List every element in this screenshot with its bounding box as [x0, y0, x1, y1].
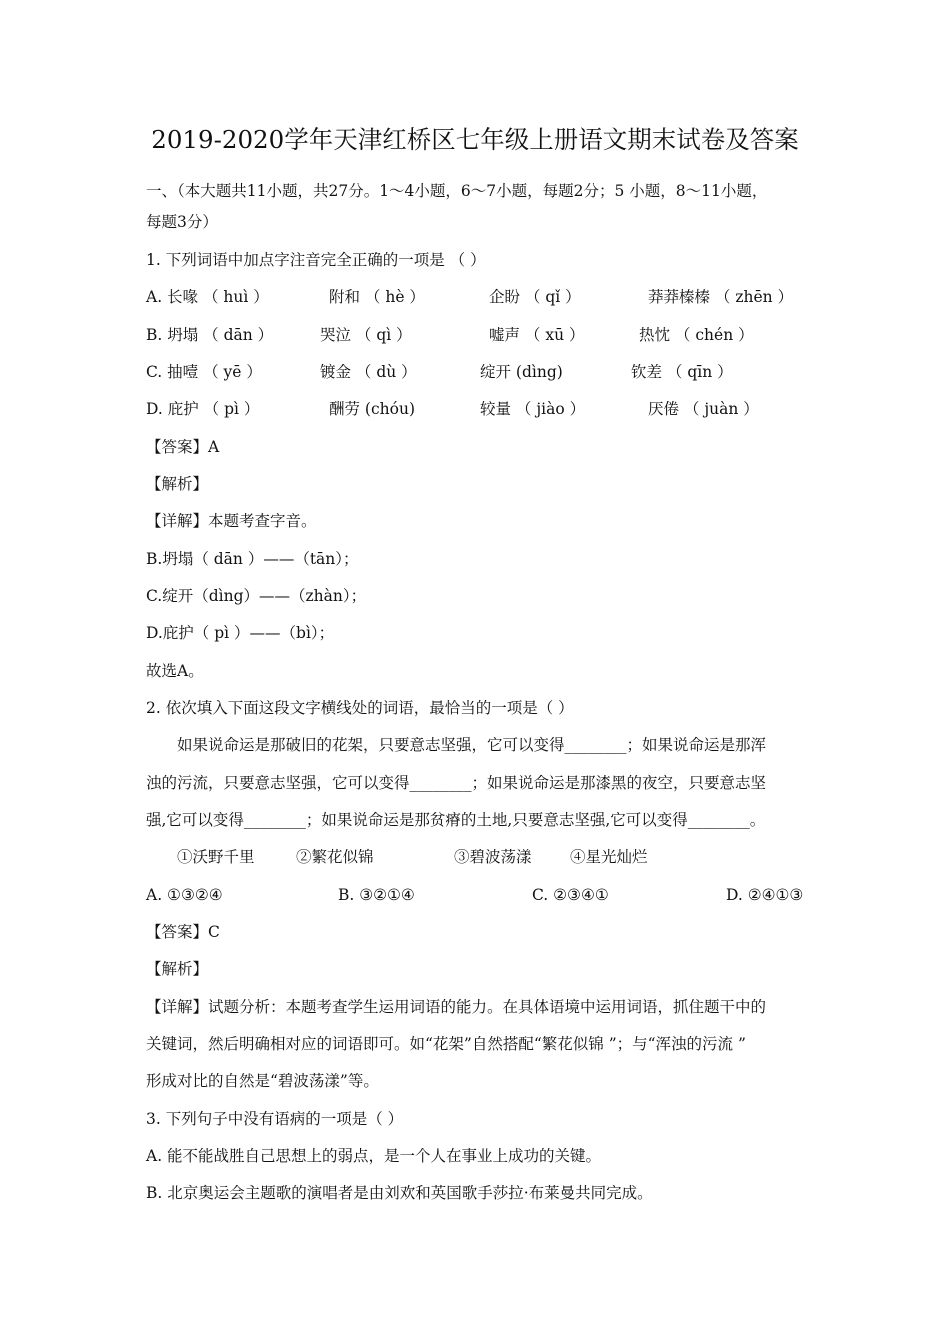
q2-detail-line-1: 【详解】试题分析：本题考查学生运用词语的能力。在具体语境中运用词语，抓住题干中的	[146, 998, 767, 1016]
q2-detail-line-2: 关键词，然后明确相对应的词语即可。如“花架”自然搭配“繁花似锦 ”；与“浑浊的污流 ”	[146, 1035, 746, 1053]
q3-stem: 3. 下列句子中没有语病的一项是（ ）	[146, 1110, 404, 1128]
q1-option-d-col3: 较量 （ jiào ）	[480, 400, 586, 418]
q1-option-d-col1: D. 庇护 （ pì ）	[146, 400, 260, 418]
q1-conclusion: 故选A。	[146, 662, 204, 680]
section-header-line-1: 一、（本大题共11小题，共27分。1～4小题，6～7小题，每题2分；5 小题，8～11小题，	[146, 182, 768, 200]
q2-passage-line-3: 强,它可以变得________；如果说命运是那贫瘠的土地,只要意志坚强,它可以变得________。	[146, 811, 766, 829]
q1-option-c-col2: 镀金 （ dù ）	[320, 363, 417, 381]
q2-detail-line-3: 形成对比的自然是“碧波荡漾”等。	[146, 1072, 379, 1090]
q1-option-b-col4: 热忱 （ chén ）	[639, 326, 754, 344]
q1-option-a-col2: 附和 （ hè ）	[329, 288, 425, 306]
q2-stem: 2. 依次填入下面这段文字横线处的词语，最恰当的一项是（ ）	[146, 699, 574, 717]
q3-option-b: B. 北京奥运会主题歌的演唱者是由刘欢和英国歌手莎拉·布莱曼共同完成。	[146, 1184, 653, 1202]
q2-option-d: D. ②④①③	[726, 886, 804, 904]
q1-option-b-col3: 嘘声 （ xū ）	[489, 326, 585, 344]
q2-option-a: A. ①③②④	[146, 886, 223, 904]
q1-stem: 1. 下列词语中加点字注音完全正确的一项是 （ ）	[146, 251, 486, 269]
q1-option-d-col2: 酬劳 (chóu)	[329, 400, 415, 418]
q1-option-c-col4: 钦差 （ qīn ）	[631, 363, 733, 381]
q1-option-a-col1: A. 长喙 （ huì ）	[146, 288, 269, 306]
q2-item-1: ①沃野千里	[177, 848, 255, 866]
q1-option-b-col2: 哭泣 （ qì ）	[320, 326, 412, 344]
page-title: 2019-2020学年天津红桥区七年级上册语文期末试卷及答案	[151, 125, 799, 154]
q1-analysis-label: 【解析】	[146, 475, 209, 493]
q1-note-d: D.庇护（ pì ）——（bì）；	[146, 624, 335, 642]
q1-option-c-col3: 绽开 (dìng)	[480, 363, 563, 381]
q2-answer: 【答案】C	[146, 923, 220, 941]
q1-note-c: C.绽开（dìng）——（zhàn）；	[146, 587, 367, 605]
q2-option-b: B. ③②①④	[338, 886, 415, 904]
q3-option-a: A. 能不能战胜自己思想上的弱点，是一个人在事业上成功的关键。	[146, 1147, 602, 1165]
q1-answer: 【答案】A	[146, 438, 220, 456]
q1-option-a-col4: 莽莽榛榛 （ zhēn ）	[648, 288, 794, 306]
q2-option-c: C. ②③④①	[532, 886, 609, 904]
q2-analysis-label: 【解析】	[146, 960, 209, 978]
q1-note-b: B.坍塌（ dān ）——（tān）；	[146, 550, 359, 568]
q1-option-c-col1: C. 抽噎 （ yē ）	[146, 363, 262, 381]
q1-detail: 【详解】本题考查字音。	[146, 512, 317, 530]
q1-option-a-col3: 企盼 （ qǐ ）	[489, 288, 581, 306]
q1-option-b-col1: B. 坍塌 （ dān ）	[146, 326, 274, 344]
q2-item-4: ④星光灿烂	[570, 848, 648, 866]
section-header-line-2: 每题3分）	[146, 213, 218, 231]
q2-item-2: ②繁花似锦	[296, 848, 374, 866]
q2-passage-line-1: 如果说命运是那破旧的花架，只要意志坚强，它可以变得________；如果说命运是那浑	[177, 736, 767, 754]
q2-item-3: ③碧波荡漾	[454, 848, 532, 866]
q2-passage-line-2: 浊的污流，只要意志坚强，它可以变得________；如果说命运是那漆黑的夜空，只要意志坚	[146, 774, 767, 792]
q1-option-d-col4: 厌倦 （ juàn ）	[648, 400, 759, 418]
